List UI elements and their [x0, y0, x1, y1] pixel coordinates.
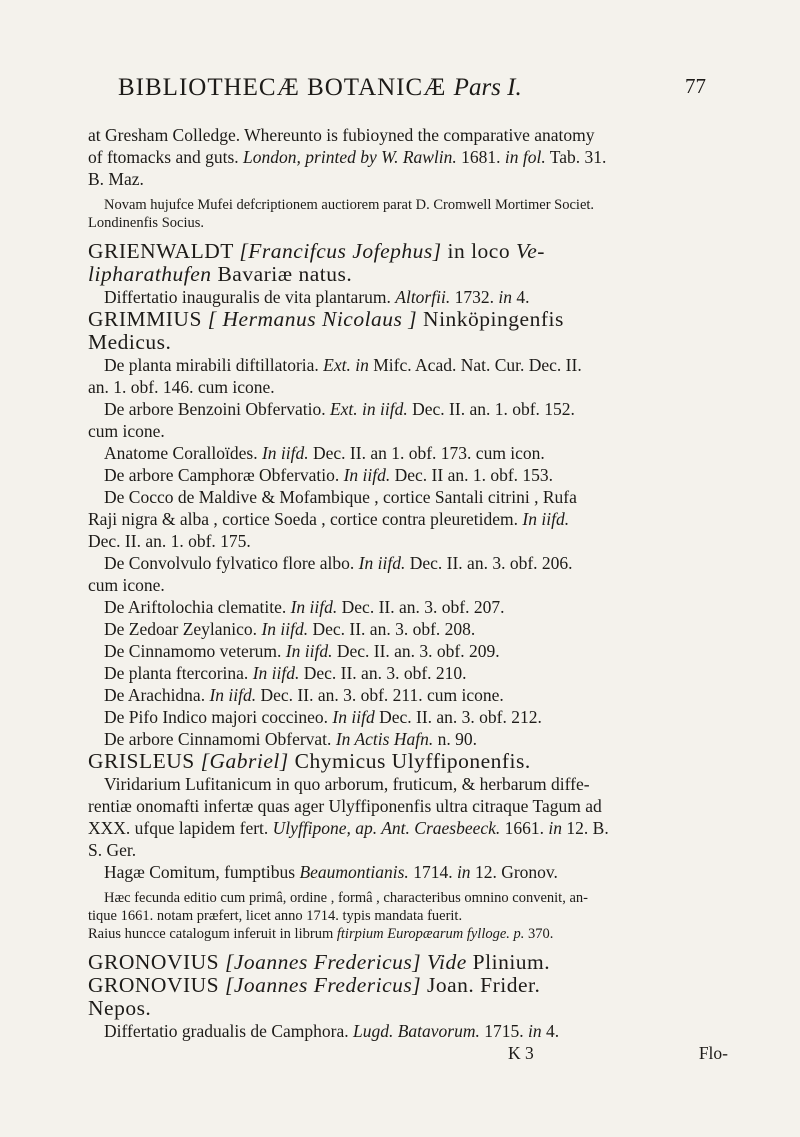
author-heading — [88, 750, 728, 773]
year: 1714. — [408, 862, 457, 882]
format: in — [498, 287, 512, 307]
continuation-entry — [88, 124, 728, 190]
author-given-name: [Gabriel] — [200, 749, 289, 773]
text-line: Dec. II. an. 3. obf. 208. — [308, 619, 476, 639]
author-given-name: [Joannes Fredericus] — [225, 950, 422, 974]
year: 1661. — [500, 818, 549, 838]
source: In iifd. — [358, 553, 406, 573]
text-line: Dec. II. an. 3. obf. 212. — [374, 707, 542, 727]
bib-entry — [88, 442, 728, 464]
text-line: Dec. II. an. 3. obf. 210. — [299, 663, 467, 683]
author-given-name: [Francifcus Jofephus] — [239, 239, 442, 263]
source: In iifd. — [209, 685, 257, 705]
year: 1681. — [456, 147, 505, 167]
place-name: Ve- — [515, 239, 545, 263]
bib-entry — [88, 861, 728, 883]
text-line: Dec. II. an. 3. obf. 209. — [332, 641, 500, 661]
text-line: at Gresham Colledge. Whereunto is fubioyned the comparative anatomy — [88, 125, 595, 145]
page-footer — [88, 1042, 728, 1064]
text-line: Hagæ Comitum, fumptibus — [104, 862, 300, 882]
format: in — [548, 818, 563, 838]
source: In iifd. — [285, 641, 333, 661]
source: Ext. in — [323, 355, 369, 375]
entry-title: De Ariftolochia clematite. — [104, 597, 291, 617]
text-line: 12. B. — [562, 818, 609, 838]
note — [88, 889, 728, 943]
entry-title: De planta ftercorina. — [104, 663, 253, 683]
text-line: 4. — [511, 287, 530, 307]
entry-title: De Cocco de Maldive & Mofambique , cortice Santali citrini , Rufa — [104, 487, 577, 507]
source: In iifd. — [343, 465, 391, 485]
entry-title: Anatome Coralloïdes. — [104, 443, 262, 463]
bib-entry — [88, 618, 728, 640]
text-line: 12. Gronov. — [470, 862, 558, 882]
bib-entry — [88, 286, 728, 308]
catchword: Flo- — [698, 1043, 728, 1063]
text-line: Dec. II an. 1. obf. 153. — [390, 465, 554, 485]
text-line: Dec. II. an. 3. obf. 206. — [405, 553, 573, 573]
page-body — [88, 124, 728, 1064]
source: In iifd. — [252, 663, 300, 683]
bib-entry — [88, 1020, 728, 1042]
source: Ext. in iifd. — [329, 399, 408, 419]
text-line: Joan. Frider. — [421, 973, 541, 997]
source: In iifd. — [522, 509, 570, 529]
text-line: Tab. 31. — [545, 147, 607, 167]
text-line: cum icone. — [88, 421, 165, 441]
author-heading — [88, 240, 728, 286]
entry-title: Viridarium Lufitanicum in quo arborum, fruticum, & herbarum diffe- — [104, 774, 590, 794]
entry-title: Differtatio inauguralis de vita plantarum. — [104, 287, 396, 307]
format: in fol. — [504, 147, 546, 167]
entry-title: De arbore Benzoini Obfervatio. — [104, 399, 330, 419]
entry-title: De Arachidna. — [104, 685, 210, 705]
format: in — [456, 862, 471, 882]
text-line: Dec. II. an 1. obf. 173. cum icon. — [308, 443, 545, 463]
bib-entry — [88, 486, 728, 552]
source: In iifd. — [290, 597, 338, 617]
bib-entry — [88, 640, 728, 662]
imprint: London, printed by W. Rawlin. — [243, 147, 457, 167]
text-line: Dec. II. an. 1. obf. 175. — [88, 531, 251, 551]
imprint: Beaumontianis. — [299, 862, 409, 882]
source: In iifd. — [261, 443, 309, 463]
imprint: Altorfii. — [395, 287, 451, 307]
text-line: Dec. II. an. 3. obf. 207. — [337, 597, 505, 617]
entry-title: De Cinnamomo veterum. — [104, 641, 286, 661]
bib-entry — [88, 398, 728, 442]
source: In iifd — [332, 707, 375, 727]
text-line: Plinium. — [466, 950, 551, 974]
bib-entry — [88, 773, 728, 861]
bib-entry — [88, 706, 728, 728]
page-abbrev: p. — [513, 926, 525, 942]
text-line: Nepos. — [88, 996, 152, 1020]
text-line: rentiæ onomafti infertæ quas ager Ulyffiponenfis ultra citraque Tagum ad — [88, 796, 602, 816]
format: in — [527, 1021, 542, 1041]
text-line: n. 90. — [433, 729, 477, 749]
text-line: Dec. II. an. 1. obf. 152. — [407, 399, 575, 419]
source: In iifd. — [261, 619, 309, 639]
text-line: XXX. ufque lapidem fert. — [88, 818, 273, 838]
author-given-name: [ Hermanus Nicolaus ] — [207, 307, 418, 331]
entry-title: De planta mirabili diftillatoria. — [104, 355, 324, 375]
text-line: Medicus. — [88, 330, 172, 354]
entry-title: De Convolvulo fylvatico flore albo. — [104, 553, 359, 573]
author-given-name: [Joannes Fredericus] — [225, 973, 422, 997]
text-line: cum icone. — [88, 575, 165, 595]
text-line: Bavariæ natus. — [211, 262, 353, 286]
entry-title: De Zedoar Zeylanico. — [104, 619, 262, 639]
header-part: Pars I. — [453, 74, 522, 101]
text-line: S. Ger. — [88, 840, 137, 860]
author-heading — [88, 974, 728, 1020]
entry-title: De arbore Cinnamomi Obfervat. — [104, 729, 336, 749]
text-line: Chymicus Ulyffiponenfis. — [288, 749, 531, 773]
bib-entry — [88, 464, 728, 486]
year: 1715. — [479, 1021, 528, 1041]
imprint: Ulyffipone, ap. Ant. Craesbeeck. — [272, 818, 501, 838]
running-header — [118, 74, 706, 102]
author-name: GRONOVIUS — [88, 950, 225, 974]
author-name: GRISLEUS — [88, 749, 201, 773]
note-line: Raius huncce catalogum inferuit in librum — [88, 926, 337, 942]
signature-mark: K 3 — [508, 1043, 534, 1063]
entry-title: De arbore Camphoræ Obfervatio. — [104, 465, 344, 485]
note — [88, 196, 728, 232]
imprint: Lugd. Batavorum. — [352, 1021, 480, 1041]
note-line: 370. — [524, 926, 554, 942]
note-line: Hæc fecunda editio cum primâ, ordine , formâ , characteribus omnino convenit, an- — [104, 890, 588, 906]
note-line: tique 1661. notam præfert, licet anno 1714. typis mandata fuerit. — [88, 908, 463, 924]
text-line: Dec. II. an. 3. obf. 211. cum icone. — [256, 685, 504, 705]
text-line: Ninköpingenfis — [417, 307, 564, 331]
source: In Actis Hafn. — [335, 729, 434, 749]
year: 1732. — [450, 287, 499, 307]
cited-title: ftirpium Europæarum fylloge. — [336, 926, 510, 942]
bib-entry — [88, 728, 728, 750]
page-number: 77 — [685, 74, 706, 98]
text-line: Raji nigra & alba , cortice Soeda , cortice contra pleuretidem. — [88, 509, 523, 529]
bib-entry — [88, 552, 728, 596]
text-line: in loco — [441, 239, 516, 263]
entry-title: De Pifo Indico majori coccineo. — [104, 707, 333, 727]
text-line: of ftomacks and guts. — [88, 147, 244, 167]
bib-entry — [88, 662, 728, 684]
note-line: Londinenfis Socius. — [88, 215, 204, 231]
cross-reference: Vide — [421, 950, 467, 974]
text-line: Mifc. Acad. Nat. Cur. Dec. II. — [368, 355, 582, 375]
place-name: lipharathufen — [88, 262, 212, 286]
author-name: GRONOVIUS — [88, 973, 225, 997]
author-name: GRIMMIUS — [88, 307, 208, 331]
entry-title: Differtatio gradualis de Camphora. — [104, 1021, 353, 1041]
header-title: BIBLIOTHECÆ BOTANICÆ — [118, 74, 447, 101]
bib-entry — [88, 354, 728, 398]
text-line: 4. — [541, 1021, 560, 1041]
author-heading — [88, 308, 728, 354]
author-heading — [88, 951, 728, 974]
text-line: B. Maz. — [88, 169, 144, 189]
bib-entry — [88, 684, 728, 706]
bib-entry — [88, 596, 728, 618]
author-name: GRIENWALDT — [88, 239, 240, 263]
note-line: Novam hujufce Mufei defcriptionem auctiorem parat D. Cromwell Mortimer Societ. — [104, 197, 595, 213]
text-line: an. 1. obf. 146. cum icone. — [88, 377, 275, 397]
